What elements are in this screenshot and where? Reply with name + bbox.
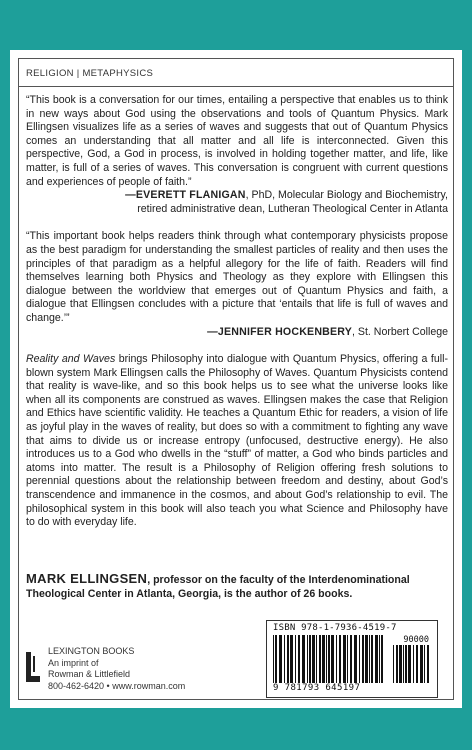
barcode-bar bbox=[295, 635, 296, 683]
blurb-attribution-1 bbox=[26, 189, 448, 216]
description-text: brings Philosophy into dialogue with Quantum Physics, offering a full-blown system Mark Ellingsen calls the Philosophy of Waves. Quantum Physicists contend that reality is wave-like, and so this book helps us to see what the universe looks like when all its components are construed as waves. Ellingsen makes the case that Religion and Ethics have scientific validity. He teaches a Quantum Ethic for readers, a vision of life as joyful play in the waves of reality, but does so with a commitment to fighting any wave that aims to divide us or increase entropy (unfocused, destructive energy). He also introduces us to a God who dwells in the “stuff” of matter, a God who binds particles and atoms into matter. The result is a Philosophy of Religion offering fresh solutions to perennial questions about the relationship between freedom and destiny, about God’s transcendence and immanence in the cosmos, and about God’s relationship to evil. The philosophical system in this book will also teach you what Science and Philosophy have to do with everyday life. bbox=[26, 353, 448, 529]
blurb-quote-1: “This book is a conversation for our times, entailing a perspective that enables us to think in new ways about God using the observations and tools of Quantum Physics. Mark Ellingsen visualizes life as a series of waves and suggests that out of Quantum Physics comes an understanding that all matter and all life is interconnected. Given this perspective, God, a God in process, is involved in holding together matter, and life, like matter, is full of a series of waves. This conversation is congruent with current questions and experiences of people of faith.” bbox=[26, 94, 448, 188]
barcode-bar bbox=[322, 635, 325, 683]
barcode-bar bbox=[371, 635, 373, 683]
back-cover-panel bbox=[10, 50, 462, 708]
barcode-bar bbox=[316, 635, 317, 683]
barcode-bar bbox=[339, 635, 341, 683]
divider bbox=[18, 86, 454, 87]
barcode-bar bbox=[312, 635, 315, 683]
author-name: MARK ELLINGSEN bbox=[26, 571, 148, 586]
barcode-bar bbox=[343, 635, 346, 683]
book-title-italic: Reality and Waves bbox=[26, 353, 116, 366]
blurb-attribution-2 bbox=[26, 326, 448, 340]
barcode-bar bbox=[427, 645, 429, 683]
barcode-bar bbox=[413, 645, 414, 683]
barcode-bar bbox=[405, 645, 407, 683]
barcode-bar bbox=[336, 635, 337, 683]
barcode-bar bbox=[290, 635, 293, 683]
barcode-bar bbox=[328, 635, 330, 683]
barcode-bar bbox=[275, 635, 277, 683]
barcode-bar bbox=[381, 635, 383, 683]
isbn-text: ISBN 978-1-7936-4519-7 bbox=[273, 623, 397, 633]
publisher-name: LEXINGTON BOOKS bbox=[48, 646, 135, 656]
barcode-bar bbox=[331, 635, 334, 683]
blurb-name-1: —EVERETT FLANIGAN bbox=[125, 189, 246, 202]
barcode-bar bbox=[302, 635, 305, 683]
author-bio bbox=[26, 572, 448, 601]
barcode-bar bbox=[424, 645, 425, 683]
barcode-bar bbox=[375, 635, 378, 683]
barcode-bar bbox=[408, 645, 411, 683]
barcode-bar bbox=[420, 645, 423, 683]
price-code: 90000 bbox=[403, 635, 429, 645]
blurb-name-2: —JENNIFER HOCKENBERY bbox=[207, 325, 353, 338]
ean-digits: 9 781793 645197 bbox=[273, 683, 361, 693]
barcode-bar bbox=[287, 635, 289, 683]
barcode-bar bbox=[284, 635, 285, 683]
barcode-bar bbox=[396, 645, 398, 683]
barcode-bar bbox=[379, 635, 380, 683]
barcode-bar bbox=[403, 645, 404, 683]
barcode-bar bbox=[416, 645, 418, 683]
barcode-bar bbox=[279, 635, 282, 683]
barcode-bar bbox=[298, 635, 300, 683]
ean-barcode-bars bbox=[273, 635, 385, 683]
blurb-affiliation-1b: retired administrative dean, Lutheran Theological Center in Atlanta bbox=[137, 202, 448, 215]
blurb-affiliation-2: , St. Norbert College bbox=[352, 325, 448, 338]
barcode-bar bbox=[362, 635, 364, 683]
category-label: RELIGION | METAPHYSICS bbox=[26, 68, 154, 79]
barcode-bar bbox=[307, 635, 308, 683]
barcode-bar bbox=[309, 635, 311, 683]
blurb-content bbox=[26, 94, 448, 530]
barcode-bar bbox=[365, 635, 368, 683]
blurb-affiliation-1a: , PhD, Molecular Biology and Biochemistry, bbox=[245, 189, 448, 202]
barcode-bar bbox=[393, 645, 394, 683]
publisher-parent: Rowman & Littlefield bbox=[48, 669, 131, 679]
barcode-bar bbox=[273, 635, 274, 683]
book-description bbox=[26, 353, 448, 530]
publisher-block bbox=[26, 646, 185, 692]
barcode-bar bbox=[347, 635, 348, 683]
barcode-bar bbox=[350, 635, 352, 683]
author-bio-text: , professor on the faculty of the Interdenominational Theological Center in Atlanta, Georgia, is the author of 26 books. bbox=[26, 574, 410, 600]
barcode-bar bbox=[369, 635, 370, 683]
barcode-bar bbox=[319, 635, 321, 683]
barcode-bar bbox=[359, 635, 360, 683]
barcode bbox=[266, 620, 438, 698]
publisher-imprint: An imprint of bbox=[48, 657, 99, 668]
barcode-bar bbox=[354, 635, 357, 683]
barcode-bar bbox=[399, 645, 402, 683]
addon-barcode-bars bbox=[393, 645, 431, 683]
blurb-quote-2: “This important book helps readers think through what contemporary physicists propose as the best paradigm for understanding the smallest particles of reality and then uses the principles of that paradigm as a helpful allegory for the life of faith. Readers will find themselves learning both Physics and Theology as they explore with Ellingsen this dialogue between the worldview that emerges out of Quantum Physics and faith, a dialogue that Ellingsen concludes with a picture that ‘entails that life is full of waves and change.’” bbox=[26, 230, 448, 324]
publisher-contact: 800-462-6420 • www.rowman.com bbox=[48, 680, 186, 691]
lexington-logo-icon bbox=[26, 652, 40, 682]
barcode-bar bbox=[326, 635, 327, 683]
